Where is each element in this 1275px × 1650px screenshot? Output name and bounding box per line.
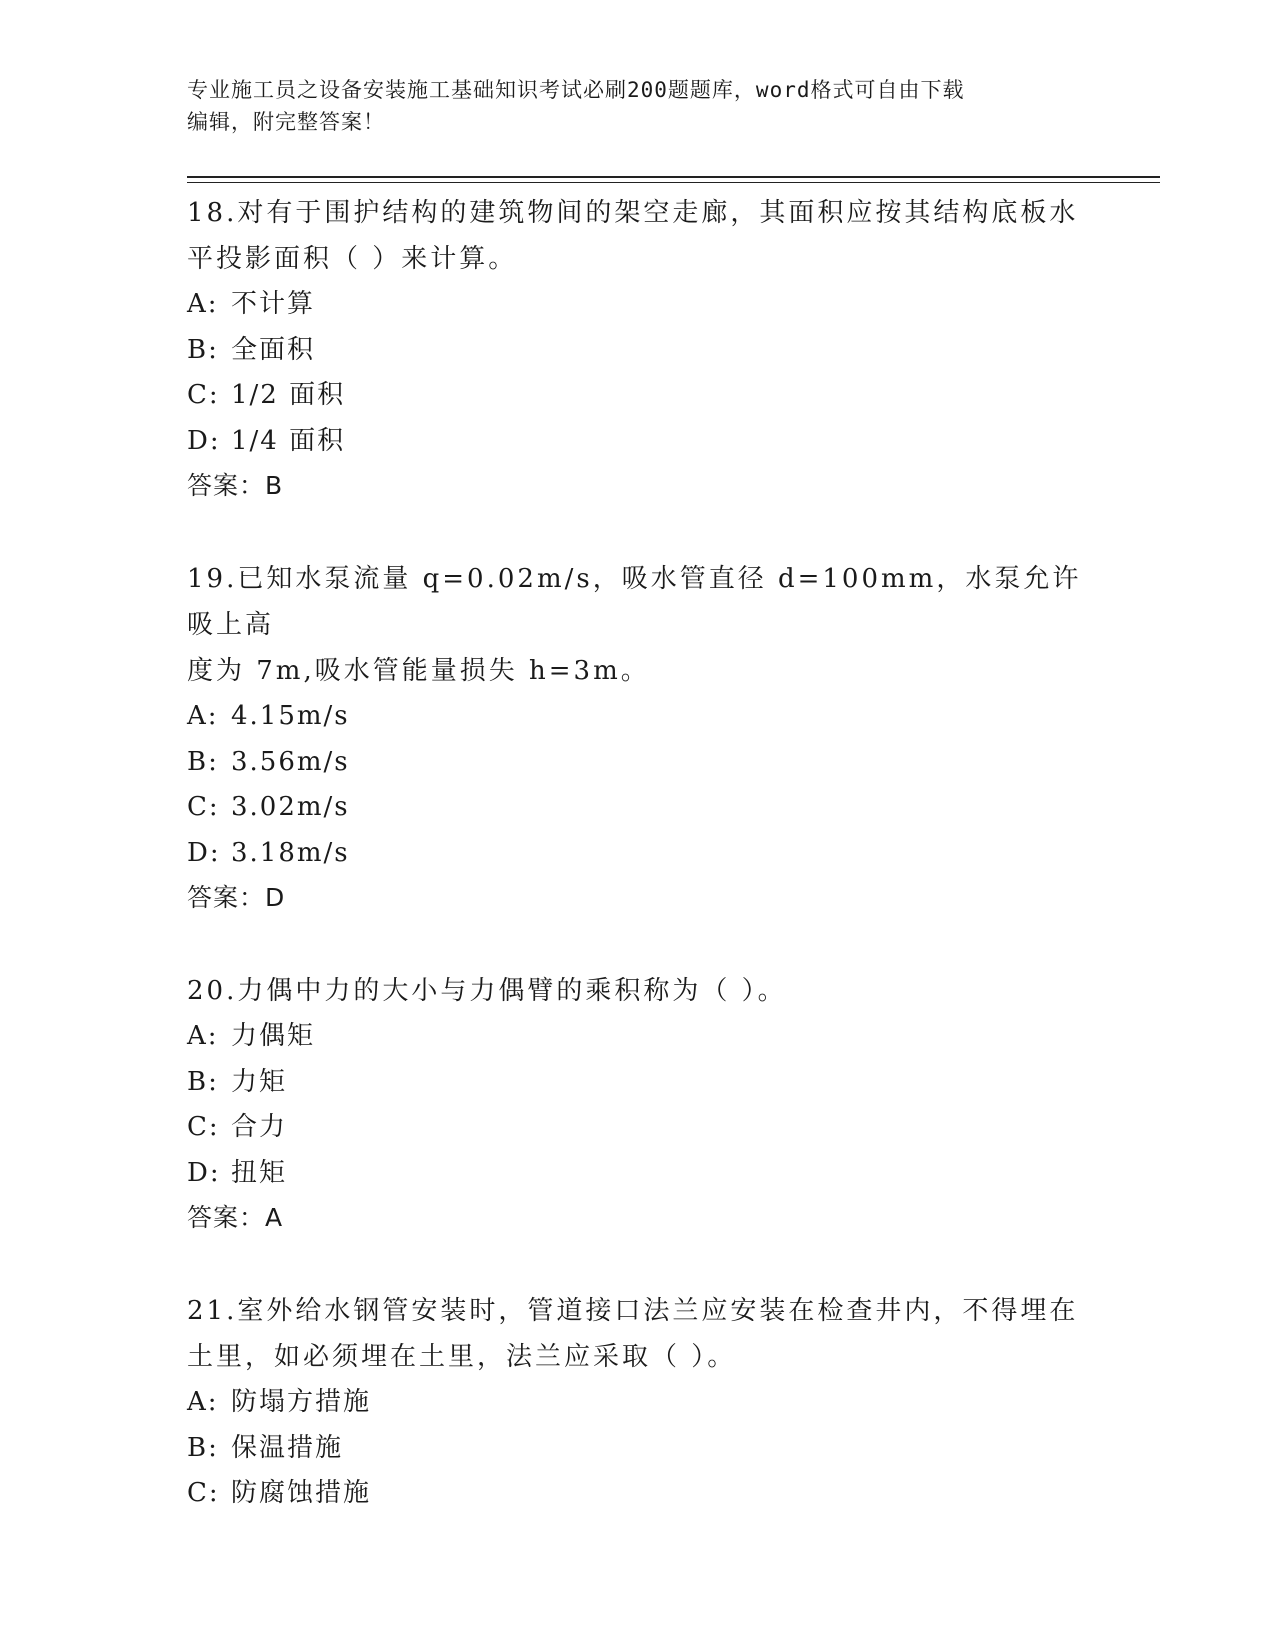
option-text: 扭矩 [231,1157,288,1188]
answer-option [187,328,1087,374]
question-text: 平投影面积（ ）来计算。 [187,244,518,274]
option-text: 合力 [231,1112,288,1142]
question-number: 20. [187,976,238,1006]
option-letter: D: [187,1157,221,1188]
question-text: 室外给水钢管安装时，管道接口法兰应安装在检查井内，不得埋在 [237,1296,1079,1326]
question-stem-continued [187,1334,1087,1380]
option-letter: A: [187,1387,219,1417]
question-stem [187,190,1087,236]
question-number: 18. [187,198,238,228]
question-text: 力偶中力的大小与力偶臂的乘积称为（ ）。 [237,976,787,1006]
question-list [187,190,1087,1565]
option-letter: D: [187,837,221,868]
question-block [187,190,1087,508]
question-text: 土里，如必须埋在土里，法兰应采取（ ）。 [187,1342,737,1372]
header-line-1: 专业施工员之设备安装施工基础知识考试必刷200题题库，word格式可自由下载 [187,78,965,102]
answer-option [187,1151,1087,1197]
question-text: 已知水泵流量 q=0.02m/s，吸水管直径 d=100mm，水泵允许吸上高 [187,564,1082,640]
answer-option [187,1426,1087,1472]
option-text: 防腐蚀措施 [231,1478,372,1508]
option-text: 全面积 [231,334,316,365]
option-letter: C: [187,380,220,410]
option-letter: A: [187,701,219,731]
option-letter: C: [187,792,220,822]
option-text: 3.56m/s [231,746,350,777]
answer-option [187,1380,1087,1426]
option-letter: D: [187,425,221,456]
answer-option [187,1105,1087,1151]
answer-key: 答案：B [187,471,284,500]
answer-option [187,831,1087,877]
question-stem [187,556,1087,648]
option-text: 防塌方措施 [231,1387,372,1417]
question-block [187,968,1087,1240]
option-letter: B: [187,746,219,777]
question-block [187,1288,1087,1517]
answer-option [187,694,1087,740]
option-letter: A: [187,1021,219,1051]
option-letter: B: [187,1432,219,1463]
option-letter: B: [187,334,219,365]
answer-option [187,1060,1087,1106]
option-text: 不计算 [231,289,316,319]
header-line-2: 编辑，附完整答案！ [187,110,385,134]
option-text: 1/4 面积 [231,425,346,456]
question-text: 对有于围护结构的建筑物间的架空走廊，其面积应按其结构底板水 [237,198,1079,228]
document-header [187,74,1087,138]
header-divider-thick [187,176,1160,178]
question-stem [187,1288,1087,1334]
answer-option [187,740,1087,786]
question-number: 21. [187,1296,238,1326]
answer-key: 答案：D [187,883,286,912]
option-text: 4.15m/s [231,701,350,731]
option-letter: C: [187,1478,220,1508]
option-text: 3.02m/s [231,792,350,822]
option-letter: B: [187,1066,219,1097]
option-text: 保温措施 [231,1432,344,1463]
question-number: 19. [187,564,238,594]
answer-option [187,1014,1087,1060]
question-stem-continued [187,236,1087,282]
option-text: 1/2 面积 [231,380,346,410]
option-text: 3.18m/s [231,837,350,868]
option-text: 力矩 [231,1066,288,1097]
answer-option [187,419,1087,465]
answer-option [187,785,1087,831]
question-text: 度为 7m,吸水管能量损失 h=3m。 [187,656,650,686]
answer-option [187,1471,1087,1517]
header-divider-thin [187,182,1160,183]
answer-option [187,282,1087,328]
answer-option [187,373,1087,419]
question-stem-continued [187,648,1087,694]
option-text: 力偶矩 [231,1021,316,1051]
option-letter: A: [187,289,219,319]
question-stem [187,968,1087,1014]
question-block [187,556,1087,920]
answer-key: 答案：A [187,1203,284,1232]
option-letter: C: [187,1112,220,1142]
